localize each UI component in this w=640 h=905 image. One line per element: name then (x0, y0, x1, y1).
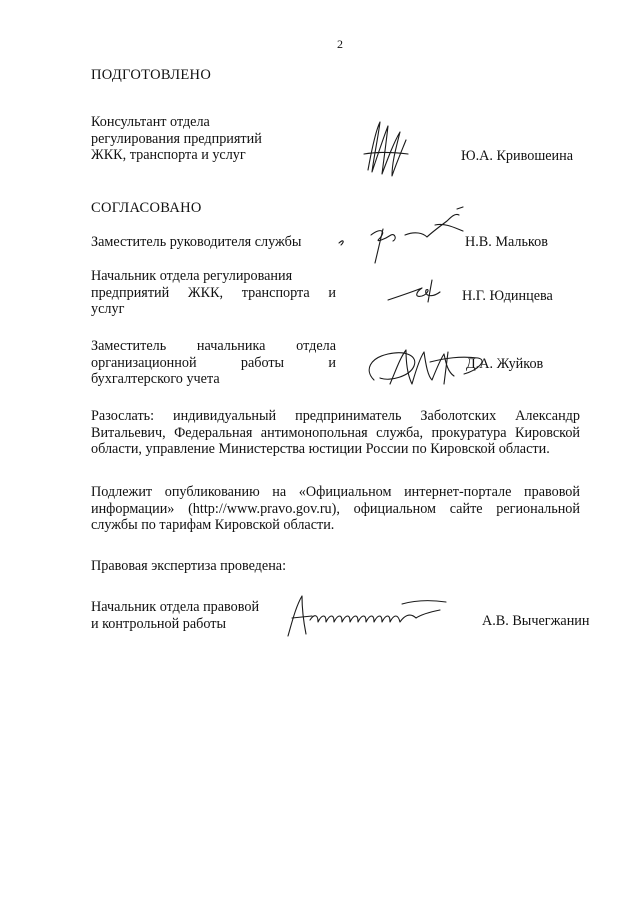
approved-position-line: организационной работы и (91, 354, 336, 371)
approved-position-2 (91, 268, 336, 318)
approved-position-line: бухгалтерского учета (91, 371, 220, 387)
prepared-position-line: регулирования предприятий (91, 130, 262, 147)
approved-heading: СОГЛАСОВАНО (91, 200, 202, 216)
approved-position-line: предприятий ЖКК, транспорта и (91, 284, 336, 301)
prepared-position-line: Консультант отдела (91, 114, 210, 130)
signature-malkov (335, 205, 475, 265)
legal-review-statement: Правовая экспертиза проведена: (91, 558, 287, 574)
prepared-name: Ю.А. Кривошеина (461, 148, 574, 164)
distribution-list: Разослать: индивидуальный предприниматель Заболотских Александр Витальевич, Федеральная антимонопольная служба, прокуратура Кировской области, управление Министерства юстиции России по Кировской области. (91, 408, 580, 457)
approved-name-1: Н.В. Мальков (465, 234, 548, 250)
signature-vychegzhanin (284, 590, 454, 642)
signature-yudintseva (386, 278, 446, 306)
approved-name-2: Н.Г. Юдинцева (462, 288, 553, 304)
prepared-position-line: ЖКК, транспорта и услуг (91, 147, 246, 163)
prepared-heading: ПОДГОТОВЛЕНО (91, 67, 212, 83)
approved-position-3 (91, 338, 336, 388)
approved-position-line: услуг (91, 301, 125, 317)
publication-note: Подлежит опубликованию на «Официальном интернет-портале правовой информации» (http://www.pravo.gov.ru), официальном сайте региональной службы по тарифам Кировской области. (91, 484, 580, 533)
legal-review-position-line: и контрольной работы (91, 615, 226, 632)
approved-position-line: Заместитель начальника отдела (91, 338, 336, 354)
page-number: 2 (337, 37, 343, 51)
approved-position-line: Начальник отдела регулирования (91, 268, 293, 284)
legal-review-position (91, 599, 259, 632)
approved-position-1 (91, 234, 301, 251)
prepared-position (91, 114, 262, 164)
signature-krivosheina (362, 118, 412, 180)
approved-position-line: Заместитель руководителя службы (91, 234, 302, 250)
legal-review-position-line: Начальник отдела правовой (91, 599, 260, 615)
legal-review-name: А.В. Вычегжанин (482, 613, 590, 629)
approved-name-3: Д.А. Жуйков (466, 356, 544, 372)
